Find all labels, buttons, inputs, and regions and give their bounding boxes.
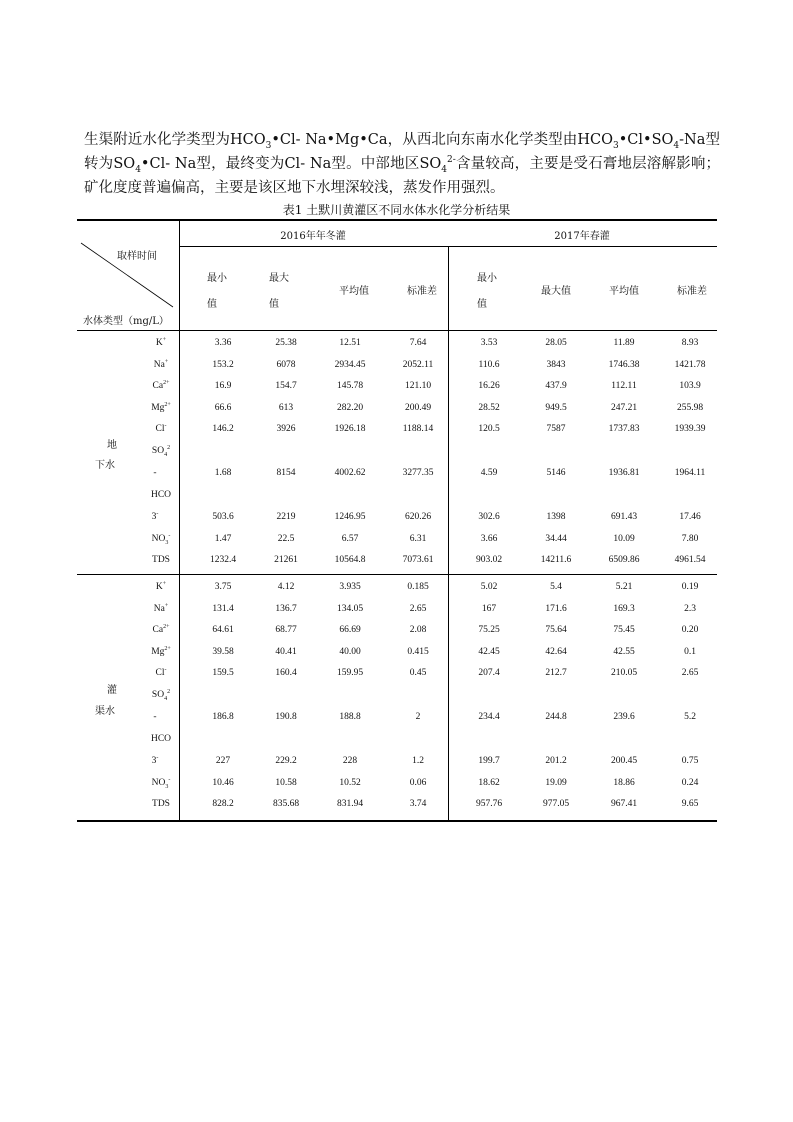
table-cell: 2052.11 (402, 359, 434, 370)
table-cell: 136.7 (275, 603, 297, 614)
table-cell: 159.95 (336, 668, 364, 678)
table-cell: 159.5 (212, 668, 234, 678)
table-cell: 3.66 (480, 533, 498, 544)
table-cell: 7073.61 (402, 555, 434, 565)
table-cell: 2.65 (681, 668, 699, 678)
table-cell: 3277.35 (402, 467, 434, 478)
table-cell: 207.4 (478, 668, 500, 678)
table-cell: 831.94 (336, 799, 364, 809)
table-cell: 7.80 (681, 533, 699, 544)
table-cell: 503.6 (212, 511, 234, 522)
table-cell: 247.21 (610, 402, 638, 413)
para-sub: 3 (613, 140, 619, 151)
table-cell: 957.76 (475, 799, 503, 809)
table-cell: 186.8 (212, 711, 234, 722)
table-cell: 10.46 (212, 777, 234, 788)
hdr-2017-max: 最大值 (541, 286, 571, 297)
para-text: •Cl•SO (618, 132, 674, 148)
table-cell: 613 (278, 402, 294, 413)
table-cell: 3.36 (214, 338, 232, 348)
ion-label-tail: - (153, 711, 157, 722)
table-cell: 4.59 (480, 467, 498, 478)
table-cell: 40.41 (275, 646, 297, 657)
table-cell: 42.45 (478, 646, 500, 657)
table-cell: 6.57 (341, 533, 359, 544)
table-cell: 120.5 (478, 424, 500, 434)
ion-label: K+ (155, 580, 167, 592)
table-cell: 4.12 (277, 582, 295, 592)
table-cell: 110.6 (478, 359, 500, 370)
table-cell: 1936.81 (608, 467, 640, 478)
table-cell: 16.26 (478, 381, 500, 391)
table-cell: 28.05 (545, 338, 567, 348)
table-cell: 1.47 (214, 533, 232, 544)
ion-label-tail: - (153, 467, 157, 478)
table-cell: 6078 (276, 359, 296, 370)
para-sub: 4 (441, 164, 448, 175)
ion-label: $Mg^{2+}$ (151, 401, 171, 413)
table-cell: 103.9 (679, 381, 701, 391)
table-cell: 227 (215, 755, 231, 766)
table-cell: 6.31 (409, 533, 427, 544)
table-cell: 8154 (276, 467, 296, 478)
table-cell: 0.185 (407, 582, 429, 592)
table-cell: 3.935 (339, 582, 361, 592)
para-text: 含量较高，主要是受石膏地层溶解影响；矿化度度普遍偏高，主要是该区地下水埋深较浅，蒸发作用强烈。 (84, 156, 720, 196)
table-cell: 146.2 (212, 424, 234, 434)
ion-label: K+ (155, 336, 167, 348)
table-cell: 244.8 (545, 711, 567, 722)
table-cell: 228 (342, 755, 358, 766)
table-cell: 3926 (276, 424, 296, 434)
table-cell: 210.05 (610, 668, 638, 678)
table-cell: 1939.39 (674, 424, 706, 434)
table-cell: 64.61 (212, 625, 234, 635)
table-cell: 5146 (546, 467, 566, 478)
table-cell: 212.7 (545, 668, 567, 678)
table-cell: 4961.54 (674, 555, 706, 565)
hdr-2017-min: 最小 值 (477, 273, 497, 310)
table-cell: 229.2 (275, 755, 297, 766)
table-cell: 22.5 (277, 533, 295, 544)
table-cell: 200.49 (404, 402, 432, 413)
ion-label: HCO (150, 489, 172, 500)
table-cell: 4002.62 (334, 467, 366, 478)
table-cell: 3843 (546, 359, 566, 370)
table-cell: 0.19 (681, 582, 699, 592)
table-cell: 190.8 (275, 711, 297, 722)
table-cell: 5.2 (684, 711, 696, 722)
ion-label: $Ca^{2+}$ (152, 623, 170, 635)
hdr-2017-std: 标准差 (677, 286, 707, 297)
ion-label: Na+ (153, 602, 169, 614)
table-cell: 66.69 (339, 625, 361, 635)
hdr-2016-min: 最小 值 (207, 273, 227, 310)
hdr-2016-std: 标准差 (407, 286, 437, 297)
para-sub: 3 (265, 140, 272, 151)
para-sub: 4 (673, 140, 680, 151)
table-cell: 1737.83 (608, 424, 640, 434)
para-sup: 2- (447, 155, 456, 166)
table-cell: 0.415 (407, 646, 429, 657)
table-cell: 10.58 (275, 777, 297, 788)
table-cell: 75.64 (545, 625, 567, 635)
table-cell: 0.75 (681, 755, 699, 766)
table-cell: 8.93 (681, 338, 699, 348)
table-cell: 282.20 (336, 402, 364, 413)
table-cell: 10564.8 (334, 555, 366, 565)
table-cell: 2.08 (409, 625, 427, 635)
hdr-2017-mean: 平均值 (609, 286, 639, 297)
table-bottom-rule (77, 820, 717, 822)
hydrochemistry-table (77, 219, 717, 823)
table-cell: 11.89 (613, 338, 635, 348)
table-cell: 200.45 (610, 755, 638, 766)
table-cell: 3.75 (214, 582, 232, 592)
table-cell: 7.64 (409, 338, 427, 348)
ion-label: TDS (152, 799, 170, 809)
table-cell: 199.7 (478, 755, 500, 766)
table-cell: 153.2 (212, 359, 234, 370)
para-text: 生渠附近水化学类型为HCO (84, 132, 266, 148)
ion-label: $Ca^{2+}$ (152, 379, 170, 391)
table-cell: 0.45 (409, 668, 427, 678)
ion-label: $SO_4^2$ (151, 688, 171, 702)
table-cell: 66.6 (214, 402, 232, 413)
group-label-canal-b: 渠水 (95, 706, 115, 717)
table-cell: 7587 (546, 424, 566, 434)
body-paragraph (84, 128, 720, 200)
table-cell: 75.45 (613, 625, 635, 635)
table-cell: 1.68 (214, 467, 232, 478)
ion-label: $SO_4^2$ (151, 444, 171, 458)
table-cell: 18.86 (613, 777, 635, 788)
ion-label: Na+ (153, 358, 169, 370)
table-top-rule (77, 219, 717, 221)
table-cell: 160.4 (275, 668, 297, 678)
table-cell: 10.52 (339, 777, 361, 788)
table-cell: 949.5 (545, 402, 567, 413)
table-cell: 25.38 (275, 338, 297, 348)
table-cell: 1421.78 (674, 359, 706, 370)
table-cell: 167 (481, 603, 497, 614)
table-cell: 2 (415, 711, 421, 722)
group-label-canal: 灌 (107, 685, 117, 696)
group-label-groundwater: 地 (107, 440, 117, 451)
table-cell: 12.51 (339, 338, 361, 348)
ion-label: HCO (150, 733, 172, 744)
table-caption: 表1 土默川黄灌区不同水体水化学分析结果 (282, 203, 511, 217)
table-cell: 239.6 (613, 711, 635, 722)
table-cell: 10.09 (613, 533, 635, 544)
table-cell: 171.6 (545, 603, 567, 614)
table-cell: 0.20 (681, 625, 699, 635)
table-cell: 169.3 (613, 603, 635, 614)
table-cell: 40.00 (339, 646, 361, 657)
table-cell: 17.46 (679, 511, 701, 522)
ion-label: $NO_3^-$ (151, 532, 171, 546)
header-rule (77, 330, 717, 331)
table-cell: 5.21 (615, 582, 633, 592)
table-cell: 39.58 (212, 646, 234, 657)
hdr-2016-max: 最大 值 (269, 273, 289, 310)
para-sub: 4 (135, 164, 141, 175)
table-cell: 0.1 (684, 646, 696, 657)
table-cell: 9.65 (681, 799, 699, 809)
table-cell: 234.4 (478, 711, 500, 722)
table-cell: 21261 (274, 555, 298, 565)
table-cell: 19.09 (545, 777, 567, 788)
table-cell: 828.2 (212, 799, 234, 809)
table-cell: 1188.14 (402, 424, 434, 434)
table-cell: 131.4 (212, 603, 234, 614)
table-cell: 3.74 (409, 799, 427, 809)
ion-label: TDS (152, 555, 170, 565)
table-cell: 68.77 (275, 625, 297, 635)
table-cell: 201.2 (545, 755, 567, 766)
para-text: •Cl- Na•Mg•Ca，从西北向东南水化学类型由HCO (271, 132, 614, 148)
table-cell: 112.11 (611, 381, 637, 391)
table-cell: 437.9 (545, 381, 567, 391)
table-cell: 1926.18 (334, 424, 366, 434)
table-cell: 1398 (546, 511, 566, 522)
ion-label: Cl- (155, 422, 167, 434)
table-cell: 121.10 (404, 381, 432, 391)
table-cell: 255.98 (676, 402, 704, 413)
table-cell: 977.05 (542, 799, 570, 809)
table-cell: 967.41 (610, 799, 638, 809)
ion-label-tail: 3- (151, 510, 159, 522)
diag-header-bottom: 水体类型（mg/L） (83, 316, 169, 327)
table-cell: 691.43 (610, 511, 638, 522)
table-cell: 1.2 (412, 755, 424, 766)
table-cell: 42.55 (613, 646, 635, 657)
diag-header-top: 取样时间 (117, 251, 157, 262)
table-cell: 1746.38 (608, 359, 640, 370)
table-cell: 3.53 (480, 338, 498, 348)
table-cell: 14211.6 (540, 555, 572, 565)
table-cell: 42.64 (545, 646, 567, 657)
para-text: -Na型转为SO (84, 132, 720, 172)
period-2017: 2017年春灌 (554, 231, 610, 242)
group-label-groundwater-b: 下水 (95, 460, 115, 471)
period-divider (448, 246, 449, 822)
table-cell: 0.24 (681, 777, 699, 788)
table-cell: 16.9 (214, 381, 232, 391)
ion-label: $NO_3^-$ (151, 776, 171, 790)
table-cell: 1964.11 (674, 467, 706, 478)
table-cell: 1232.4 (209, 555, 237, 565)
table-cell: 188.8 (339, 711, 361, 722)
table-cell: 75.25 (478, 625, 500, 635)
table-cell: 620.26 (404, 511, 432, 522)
table-cell: 2.3 (684, 603, 696, 614)
table-cell: 835.68 (272, 799, 300, 809)
table-cell: 2219 (276, 511, 296, 522)
ion-label: Cl- (155, 666, 167, 678)
table-cell: 2934.45 (334, 359, 366, 370)
table-cell: 34.44 (545, 533, 567, 544)
table-cell: 28.52 (478, 402, 500, 413)
table-cell: 2.65 (409, 603, 427, 614)
table-cell: 0.06 (409, 777, 427, 788)
ion-label: $Mg^{2+}$ (151, 645, 171, 657)
table-cell: 134.05 (336, 603, 364, 614)
period-2016: 2016年年冬灌 (280, 231, 346, 242)
ion-label-tail: 3- (151, 754, 159, 766)
hdr-2016-mean: 平均值 (339, 286, 369, 297)
table-cell: 903.02 (475, 555, 503, 565)
table-cell: 6509.86 (608, 555, 640, 565)
table-cell: 5.4 (550, 582, 562, 592)
table-cell: 145.78 (336, 381, 364, 391)
table-cell: 302.6 (478, 511, 500, 522)
table-cell: 5.02 (480, 582, 498, 592)
table-cell: 154.7 (275, 381, 297, 391)
para-text: •Cl- Na型，最终变为Cl- Na型。中部地区SO (140, 156, 442, 172)
table-cell: 18.62 (478, 777, 500, 788)
group-divider (77, 574, 717, 575)
table-cell: 1246.95 (334, 511, 366, 522)
